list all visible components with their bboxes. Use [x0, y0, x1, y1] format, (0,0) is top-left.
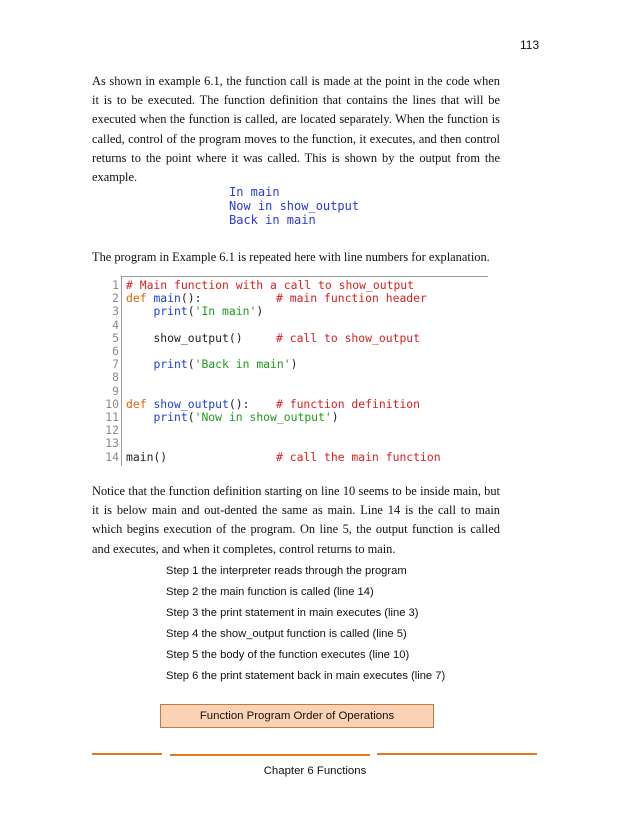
- code-line: [100, 437, 119, 450]
- line-number: 13: [105, 436, 119, 451]
- step-item: Step 4 the show_output function is called (line 5): [166, 628, 407, 640]
- line-number: 10: [105, 396, 119, 411]
- line-number: 8: [112, 370, 119, 385]
- code-text: # Main function with a call to show_output: [126, 278, 415, 292]
- line-number: 11: [105, 410, 119, 424]
- code-text: print('In main'): [153, 304, 264, 319]
- code-text: main(): [126, 449, 168, 464]
- output-line: Now in show_output: [229, 199, 360, 213]
- step-item: Step 6 the print statement back in main executes (line 7): [166, 670, 446, 682]
- code-text: def show_output():: [126, 396, 250, 411]
- code-text: show_output(): [153, 330, 243, 345]
- line-number: 7: [112, 357, 119, 372]
- line-number: 6: [112, 344, 119, 358]
- code-line: [100, 304, 264, 319]
- code-comment: # call the main function: [276, 449, 441, 464]
- code-comment: # call to show_output: [276, 330, 421, 345]
- code-text: print('Now in show_output'): [153, 410, 339, 424]
- step-item: Step 3 the print statement in main executes (line 3): [166, 607, 419, 619]
- code-line: [100, 345, 119, 358]
- code-line: [100, 330, 421, 345]
- page-number: 113: [520, 38, 540, 52]
- explanation-paragraph: Notice that the function definition starting on line 10 seems to be inside main, but it is below main and out-dented the same as main. Line 14 is the call to main which begins execution of the program. On line 5, the output function is called and executes, and when it completes, control returns to main.: [92, 484, 500, 556]
- code-line: [100, 291, 427, 306]
- code-comment: # function definition: [276, 396, 421, 411]
- line-number: 1: [112, 278, 119, 292]
- code-line: [100, 410, 339, 424]
- line-number: 9: [112, 383, 119, 398]
- figure-caption: Function Program Order of Operations: [160, 704, 434, 728]
- line-number: 14: [105, 449, 119, 464]
- line-number-gutter: [121, 276, 122, 466]
- line-number: 4: [112, 317, 119, 332]
- code-comment: # main function header: [276, 291, 427, 306]
- line-number: 12: [105, 423, 119, 438]
- output-line: Back in main: [229, 213, 316, 227]
- code-line: [100, 357, 298, 372]
- program-output: [229, 185, 359, 227]
- code-line: [100, 424, 119, 437]
- chapter-footer: Chapter 6 Functions: [263, 765, 367, 777]
- line-number: 5: [112, 330, 119, 345]
- line-number: 3: [112, 304, 119, 319]
- footer-rule: [92, 753, 537, 756]
- code-line: [100, 319, 119, 332]
- code-line: [100, 396, 421, 411]
- repeat-paragraph: The program in Example 6.1 is repeated here with line numbers for explanation.: [92, 250, 490, 264]
- code-line: [100, 371, 119, 384]
- output-line: In main: [229, 185, 280, 199]
- code-listing: [100, 276, 490, 466]
- code-text: print('Back in main'): [153, 357, 298, 372]
- code-line: [100, 385, 119, 398]
- step-item: Step 5 the body of the function executes (line 10): [166, 649, 410, 661]
- code-line: [100, 449, 441, 464]
- code-line: [100, 278, 415, 292]
- code-text: def main():: [126, 291, 202, 306]
- step-item: Step 1 the interpreter reads through the program: [166, 565, 407, 577]
- line-number: 2: [112, 291, 119, 306]
- steps-list: [166, 563, 486, 689]
- intro-paragraph: As shown in example 6.1, the function call is made at the point in the code when it is to be executed. The function definition that contains the lines that will be executed when the function is called, are located separately. When the function is called, control of the program moves to the function, it executes, and then control returns to the point where it was called. This is shown by the output from the example.: [92, 74, 500, 185]
- code-top-border: [122, 276, 488, 277]
- step-item: Step 2 the main function is called (line 14): [166, 586, 374, 598]
